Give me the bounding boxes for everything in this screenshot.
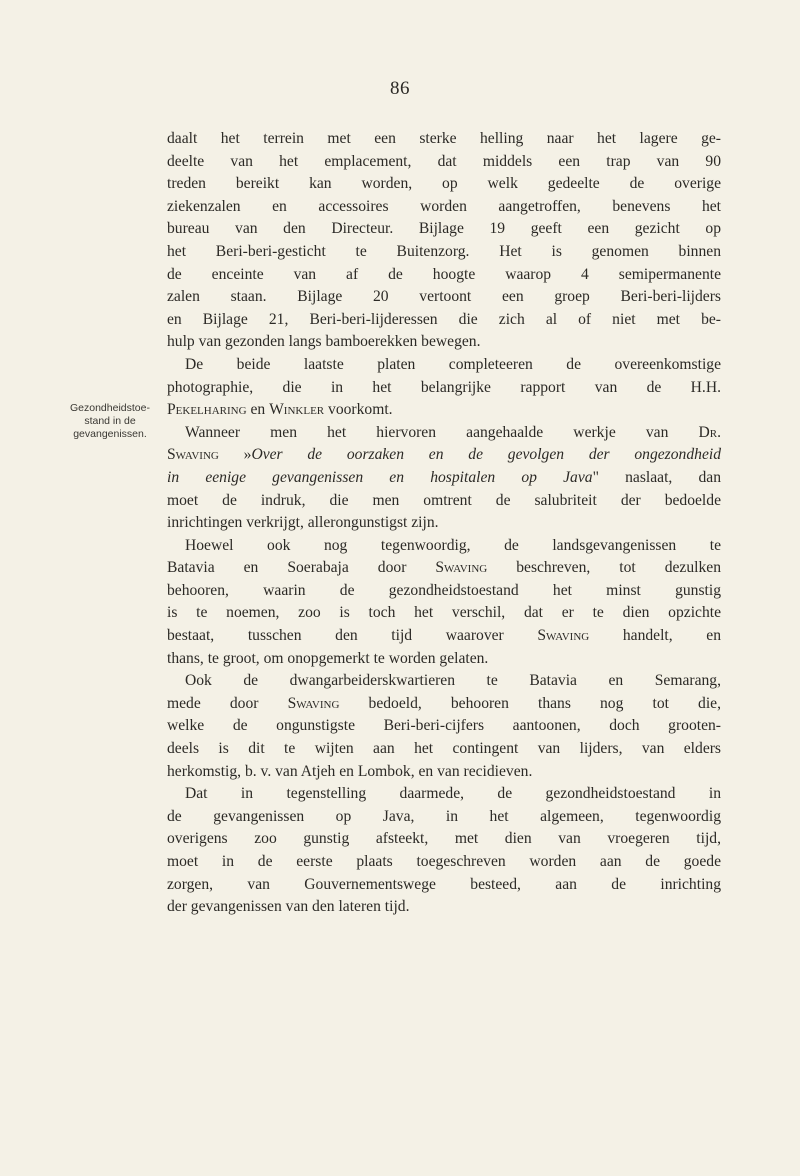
text-line: Hoewel ook nog tegenwoordig, de landsgevangenissen te (185, 536, 721, 554)
paragraph (167, 535, 721, 671)
margin-note (60, 402, 160, 441)
text-line: De beide laatste platen completeeren de overeenkomstige (185, 355, 721, 373)
text-line: deels is dit te wijten aan het contingent van lijders, van elders (167, 740, 721, 758)
text-line: behooren, waarin de gezondheidstoestand het minst gunstig (167, 581, 721, 599)
text-line: photographie, die in het belangrijke rapport van de H.H. (167, 378, 721, 396)
text-line: thans, te groot, om onopgemerkt te worden gelaten. (167, 649, 489, 667)
text-line: ziekenzalen en accessoires worden aangetroffen, benevens het (167, 197, 721, 215)
text-line: moet de indruk, die men omtrent de salubriteit der bedoelde (167, 491, 721, 509)
page-number: 86 (390, 78, 410, 99)
text-line: overigens zoo gunstig afsteekt, met dien van vroegeren tijd, (167, 830, 721, 848)
text-line: daalt het terrein met een sterke helling naar het lagere ge- (167, 130, 721, 147)
text-line: bestaat, tusschen den tijd waarover Swaving handelt, en (167, 627, 722, 645)
paragraph (167, 422, 721, 535)
paragraph (167, 354, 721, 422)
margin-note-line: stand in de (84, 415, 136, 427)
text-line: de gevangenissen op Java, in het algemeen, tegenwoordig (167, 807, 721, 825)
text-line: zalen staan. Bijlage 20 vertoont een groep Beri-beri-lijders (167, 288, 721, 306)
margin-note-line: Gezondheidstoe- (70, 402, 150, 414)
text-line: bureau van den Directeur. Bijlage 19 geeft een gezicht op (167, 220, 721, 238)
text-line: Pekelharing en Winkler voorkomt. (167, 401, 393, 419)
text-line: deelte van het emplacement, dat middels een trap van 90 (167, 152, 721, 170)
body-text (167, 128, 721, 919)
text-line: Dat in tegenstelling daarmede, de gezondheidstoestand in (185, 785, 721, 803)
text-line: de enceinte van af de hoogte waarop 4 semipermanente (167, 265, 721, 283)
text-line: treden bereikt kan worden, op welk gedeelte de overige (167, 175, 721, 193)
text-line: Batavia en Soerabaja door Swaving beschreven, tot dezulken (167, 559, 721, 577)
text-line: der gevangenissen van den lateren tijd. (167, 898, 410, 916)
text-line: Ook de dwangarbeiderskwartieren te Batavia en Semarang, (185, 672, 721, 690)
text-line: Swaving »Over de oorzaken en de gevolgen der ongezondheid (167, 446, 721, 464)
paragraph (167, 128, 721, 354)
paragraph (167, 670, 721, 783)
text-line: in eenige gevangenissen en hospitalen op Java" naslaat, dan (167, 468, 721, 486)
text-line: hulp van gezonden langs bamboerekken bewegen. (167, 333, 481, 351)
text-line: moet in de eerste plaats toegeschreven worden aan de goede (167, 853, 721, 870)
text-line: herkomstig, b. v. van Atjeh en Lombok, en van recidieven. (167, 762, 533, 780)
paragraph (167, 783, 721, 919)
text-line: het Beri-beri-gesticht te Buitenzorg. Het is genomen binnen (167, 242, 721, 260)
text-line: is te noemen, zoo is toch het verschil, dat er te dien opzichte (167, 604, 721, 622)
text-line: zorgen, van Gouvernementswege besteed, aan de inrichting (167, 875, 721, 893)
text-line: en Bijlage 21, Beri-beri-lijderessen die zich al of niet met be- (167, 310, 721, 328)
text-line: mede door Swaving bedoeld, behooren thans nog tot die, (167, 694, 722, 712)
text-line: inrichtingen verkrijgt, allerongunstigst zijn. (167, 514, 439, 532)
text-line: welke de ongunstigste Beri-beri-cijfers aantoonen, doch grooten- (167, 717, 721, 735)
margin-note-line: gevangenissen. (73, 428, 147, 440)
text-line: Wanneer men het hiervoren aangehaalde werkje van Dr. (185, 423, 721, 441)
